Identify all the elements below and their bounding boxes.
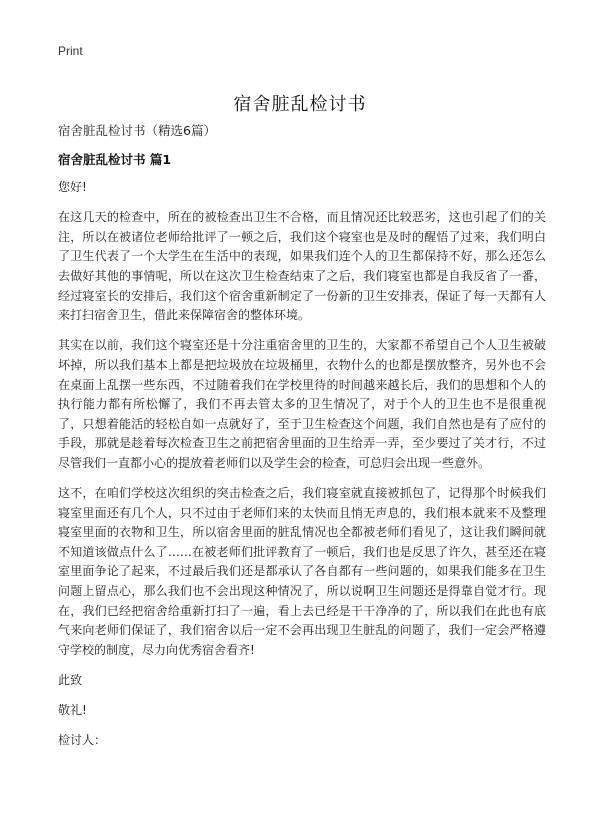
document-body bbox=[58, 178, 546, 762]
closing-line-1: 此致 bbox=[58, 673, 83, 688]
print-label[interactable]: Print bbox=[58, 44, 83, 58]
section-heading: 宿舍脏乱检讨书 篇1 bbox=[58, 152, 172, 167]
body-paragraph-3: 这不，在咱们学校这次组织的突击检查之后，我们寝室就直接被抓包了，记得那个时候我们寝室里面还有几个人，只不过由于老师们来的太快而且悄无声息的，我们根本就来不及整理寝室里面的衣物和卫生，所以宿舍里面的脏乱情况也全都被老师们看见了，这让我们瞬间就不知道该做点什么了……在被老师们批评教育了一顿后，我们也是反思了许久，甚至还在寝室里面争论了起来，不过最后我们还是都承认了各自都有一些问题的，如果我们能多在卫生问题上留点心，那么我们也不会出现这种情况了，所以说啊卫生问题还是得靠自觉才行。现在，我们已经把宿舍给重新打扫了一遍，看上去已经是干干净净的了，所以我们在此也有底气来向老师们保证了，我们宿舍以后一定不会再出现卫生脏乱的问题了，我们一定会严格遵守学校的制度，尽力向优秀宿舍看齐! bbox=[58, 486, 546, 657]
signature-label: 检讨人： bbox=[58, 733, 107, 748]
greeting: 您好! bbox=[58, 180, 87, 194]
body-paragraph-2: 其实在以前，我们这个寝室还是十分注重宿舍里的卫生的，大家都不希望自己个人卫生被破坏掉，所以我们基本上都是把垃圾放在垃圾桶里，衣物什么的也都是摆放整齐，另外也不会在桌面上乱摆一些东西，不过随着我们在学校里待的时间越来越长后，我们的思想和个人的执行能力都有所松懈了，我们不再去管太多的卫生情况了，对于个人的卫生也不是很重视了，只想着能活的轻松自如一点就好了，至于卫生检查这个问题，我们自然也是有了应付的手段，那就是趁着每次检查卫生之前把宿舍里面的卫生给弄一弄，至少要过了关才行，不过尽管我们一直都小心的提放着老师们以及学生会的检查，可总归会出现一些意外。 bbox=[58, 338, 546, 470]
body-paragraph-1: 在这几天的检查中，所在的被检查出卫生不合格，而且情况还比较恶劣，这也引起了们的关注，所以在被诸位老师给批评了一顿之后，我们这个寝室也是及时的醒悟了过来，我们明白了卫生代表了一个大学生在生活中的表现，如果我们连个人的卫生都保持不好，那么还怎么去做好其他的事情呢，所以在这次卫生检查结束了之后，我们寝室也都是自我反省了一番，经过寝室长的安排后，我们这个宿舍重新制定了一份新的卫生安排表，保证了每一天都有人来打扫宿舍卫生，借此来保障宿舍的整体环境。 bbox=[58, 210, 546, 323]
document-title: 宿舍脏乱检讨书 bbox=[233, 94, 367, 116]
document-subtitle: 宿舍脏乱检讨书（精选6篇） bbox=[58, 123, 216, 138]
closing-line-2: 敬礼! bbox=[58, 703, 87, 718]
